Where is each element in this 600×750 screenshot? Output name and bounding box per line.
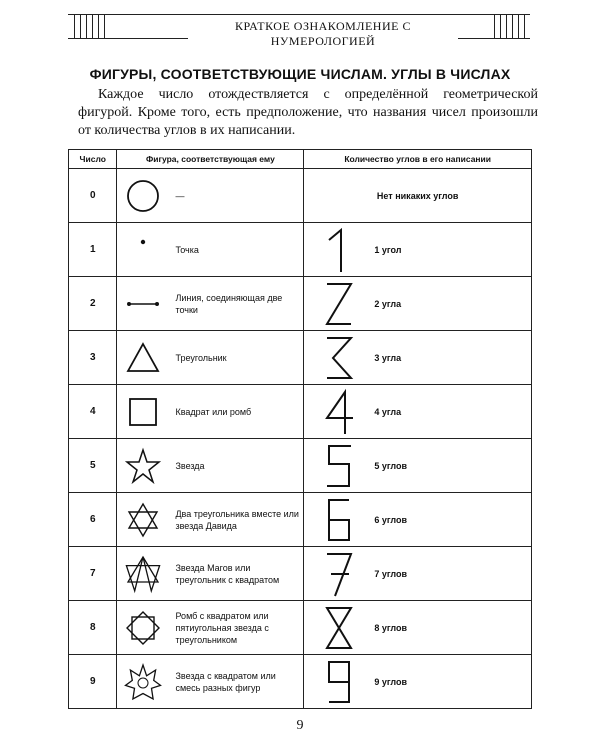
- figure-label: Линия, соединяющая две точки: [175, 292, 283, 315]
- triangle-icon: [117, 338, 169, 378]
- table-row: [69, 169, 532, 223]
- digit-six-icon: [304, 496, 374, 544]
- table-row: [69, 493, 532, 547]
- figure-label: Ромб с квадратом или пятиугольная звезда с треугольником: [175, 610, 269, 645]
- figure-label: Звезда Магов или треугольник с квадратом: [175, 562, 280, 585]
- row-number: 8: [69, 601, 117, 655]
- table-row: [69, 223, 532, 277]
- line-icon: [117, 294, 169, 314]
- table-row: [69, 331, 532, 385]
- point-icon: [117, 230, 169, 270]
- figure-label: Треугольник: [175, 352, 227, 363]
- circle-icon: [117, 176, 169, 216]
- table-row: [69, 547, 532, 601]
- digit-seven-icon: [304, 550, 374, 598]
- header-title: КРАТКОЕ ОЗНАКОМЛЕНИЕ С НУМЕРОЛОГИЕЙ: [188, 19, 458, 49]
- digit-four-icon: [304, 388, 374, 436]
- corners-label: 6 углов: [374, 514, 408, 525]
- corners-label: 7 углов: [374, 568, 408, 579]
- page-heading: ФИГУРЫ, СООТВЕТСТВУЮЩИЕ ЧИСЛАМ. УГЛЫ В ЧИСЛАХ: [89, 66, 511, 82]
- row-number: 0: [69, 169, 117, 223]
- digit-nine-icon: [304, 658, 374, 706]
- corners-label: 9 углов: [374, 676, 408, 687]
- row-number: 5: [69, 439, 117, 493]
- numbers-table: [68, 149, 532, 709]
- star-icon: [117, 446, 169, 486]
- corners-label: Нет никаких углов: [376, 190, 459, 201]
- star-of-magi-icon: [117, 554, 169, 594]
- table-row: [69, 277, 532, 331]
- corners-label: 8 углов: [374, 622, 408, 633]
- row-number: 2: [69, 277, 117, 331]
- digit-five-icon: [304, 442, 374, 490]
- digit-one-icon: [304, 226, 374, 274]
- nonagram-icon: [117, 662, 169, 702]
- figure-label: Звезда с квадратом или смесь разных фигур: [175, 670, 276, 693]
- octagram-icon: [117, 608, 169, 648]
- star-of-david-icon: [117, 500, 169, 540]
- page-number: 9: [296, 718, 304, 733]
- row-number: 7: [69, 547, 117, 601]
- table-header-row: [69, 150, 532, 169]
- corners-label: 1 угол: [374, 244, 402, 255]
- row-number: 4: [69, 385, 117, 439]
- row-number: 3: [69, 331, 117, 385]
- column-header-corners: Количество углов в его написании: [304, 150, 532, 169]
- square-icon: [117, 392, 169, 432]
- figure-label: Звезда: [175, 460, 205, 471]
- corners-label: 5 углов: [374, 460, 408, 471]
- table-row: [69, 655, 532, 709]
- running-header: [68, 8, 530, 48]
- digit-two-icon: [304, 280, 374, 328]
- figure-label: Точка: [175, 244, 199, 255]
- figure-label: Квадрат или ромб: [175, 406, 252, 417]
- figure-label: Два треугольника вместе или звезда Давида: [175, 508, 299, 531]
- column-header-number: Число: [69, 150, 117, 169]
- corners-label: 2 угла: [374, 298, 402, 309]
- row-number: 9: [69, 655, 117, 709]
- row-number: 1: [69, 223, 117, 277]
- table-row: [69, 439, 532, 493]
- corners-label: 4 угла: [374, 406, 402, 417]
- row-number: 6: [69, 493, 117, 547]
- corners-label: 3 угла: [374, 352, 402, 363]
- table-row: [69, 601, 532, 655]
- intro-paragraph: Каждое число отождествляется с определённой геометрической фигурой. Кроме того, есть предположение, что названия чисел произошли от количества углов в их написании.: [78, 87, 538, 138]
- column-header-figure: Фигура, соответствующая ему: [117, 150, 304, 169]
- digit-three-icon: [304, 334, 374, 382]
- table-row: [69, 385, 532, 439]
- digit-eight-icon: [304, 604, 374, 652]
- figure-label: —: [175, 190, 185, 201]
